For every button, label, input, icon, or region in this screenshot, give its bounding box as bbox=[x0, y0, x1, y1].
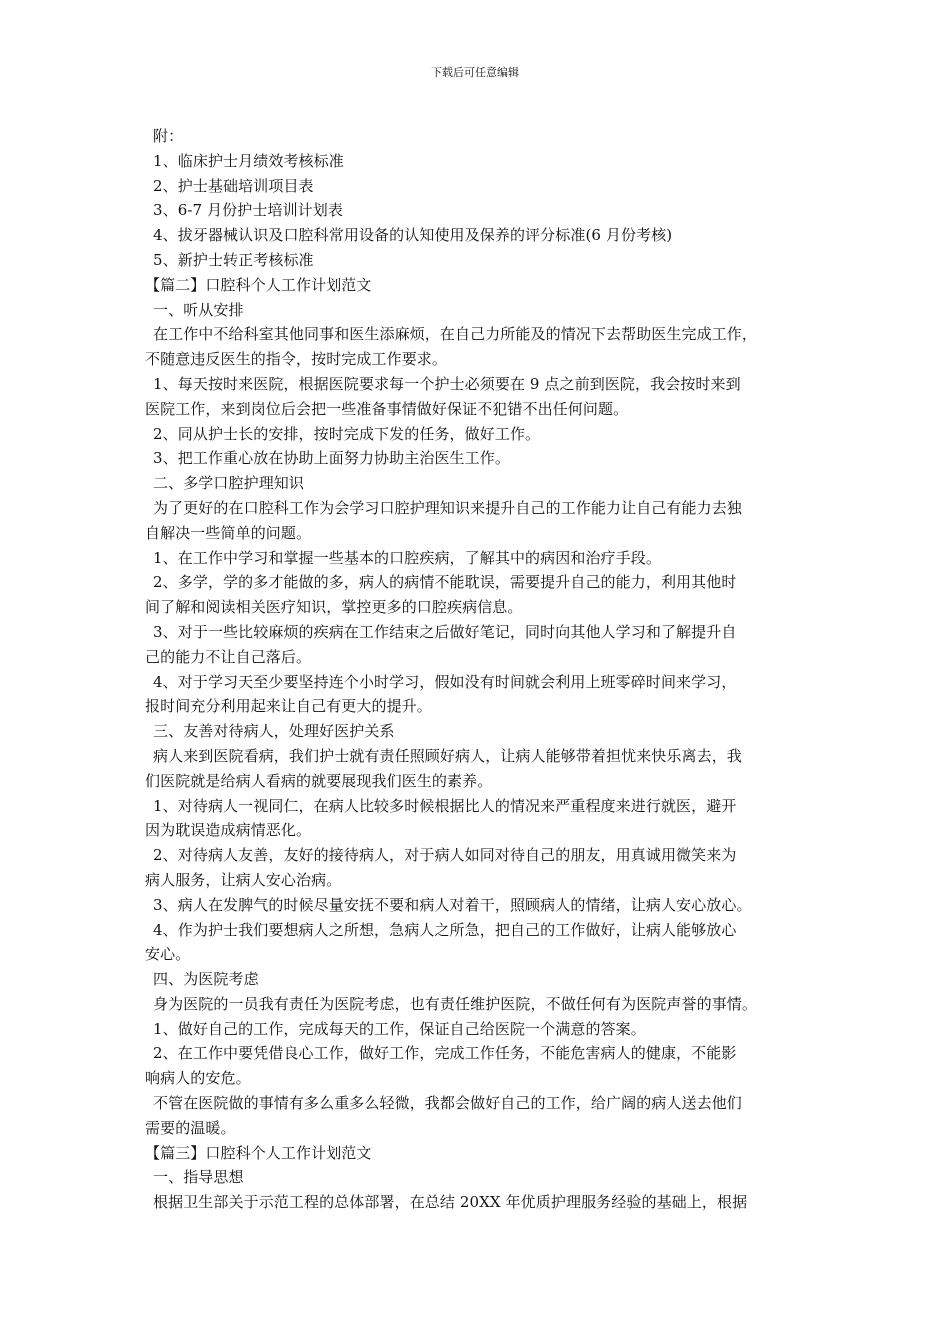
text-line: 4、对于学习天至少要坚持连个小时学习，假如没有时间就会利用上班零碎时间来学习， bbox=[153, 672, 737, 691]
text-line: 己的能力不让自己落后。 bbox=[145, 647, 312, 666]
text-line: 安心。 bbox=[145, 945, 191, 964]
text-line: 3、把工作重心放在协助上面努力协助主治医生工作。 bbox=[153, 449, 510, 468]
text-line: 不随意违反医生的指令，按时完成工作要求。 bbox=[145, 350, 448, 369]
text-line: 一、指导思想 bbox=[153, 1168, 244, 1187]
text-line: 四、为医院考虑 bbox=[153, 970, 259, 989]
text-line: 一、听从安排 bbox=[153, 300, 244, 319]
text-line: 3、病人在发脾气的时候尽量安抚不要和病人对着干，照顾病人的情绪，让病人安心放心。 bbox=[153, 895, 752, 914]
text-line: 1、做好自己的工作，完成每天的工作，保证自己给医院一个满意的答案。 bbox=[153, 1019, 646, 1038]
text-line: 3、6-7 月份护士培训计划表 bbox=[153, 201, 343, 220]
text-line: 4、作为护士我们要想病人之所想，急病人之所急，把自己的工作做好，让病人能够放心 bbox=[153, 920, 737, 939]
text-line: 1、在工作中学习和掌握一些基本的口腔疾病，了解其中的病因和治疗手段。 bbox=[153, 548, 661, 567]
text-line: 附： bbox=[153, 127, 184, 145]
text-line: 1、对待病人一视同仁，在病人比较多时候根据比人的情况来严重程度来进行就医，避开 bbox=[153, 796, 737, 815]
text-line: 报时间充分利用起来让自己有更大的提升。 bbox=[145, 697, 432, 716]
page-header: 下载后可任意编辑 bbox=[431, 66, 519, 79]
text-line: 2、在工作中要凭借良心工作，做好工作，完成工作任务，不能危害病人的健康，不能影 bbox=[153, 1044, 737, 1063]
text-line: 不管在医院做的事情有多么重多么轻微，我都会做好自己的工作，给广阔的病人送去他们 bbox=[153, 1094, 742, 1113]
text-line: 5、新护士转正考核标准 bbox=[153, 250, 314, 269]
text-line: 响病人的安危。 bbox=[145, 1069, 251, 1088]
text-line: 为了更好的在口腔科工作为会学习口腔护理知识来提升自己的工作能力让自己有能力去独 bbox=[153, 498, 742, 517]
text-line: 医院工作，来到岗位后会把一些准备事情做好保证不犯错不出任何问题。 bbox=[145, 399, 629, 418]
document-body bbox=[145, 124, 813, 1215]
text-line: 们医院就是给病人看病的就要展现我们医生的素养。 bbox=[145, 771, 493, 790]
text-line: 自解决一些简单的问题。 bbox=[145, 523, 312, 542]
text-line: 需要的温暖。 bbox=[145, 1118, 236, 1137]
text-line: 2、同从护士长的安排，按时完成下发的任务，做好工作。 bbox=[153, 424, 541, 443]
text-line: 在工作中不给科室其他同事和医生添麻烦，在自己力所能及的情况下去帮助医生完成工作， bbox=[153, 325, 758, 344]
text-line: 病人服务，让病人安心治病。 bbox=[145, 870, 342, 889]
text-line: 因为耽误造成病情恶化。 bbox=[145, 821, 312, 840]
text-line: 根据卫生部关于示范工程的总体部署，在总结 20XX 年优质护理服务经验的基础上，根据 bbox=[153, 1193, 748, 1212]
text-line: 二、多学口腔护理知识 bbox=[153, 474, 305, 493]
text-line: 身为医院的一员我有责任为医院考虑，也有责任维护医院，不做任何有为医院声誉的事情。 bbox=[153, 994, 758, 1013]
text-line: 【篇三】口腔科个人工作计划范文 bbox=[145, 1143, 372, 1162]
text-line: 2、多学，学的多才能做的多，病人的病情不能耽误，需要提升自己的能力，利用其他时 bbox=[153, 573, 737, 592]
text-line: 三、友善对待病人，处理好医护关系 bbox=[153, 722, 395, 741]
text-line: 2、对待病人友善，友好的接待病人，对于病人如同对待自己的朋友，用真诚用微笑来为 bbox=[153, 846, 737, 865]
text-line: 4、拔牙器械认识及口腔科常用设备的认知使用及保养的评分标准(6 月份考核) bbox=[153, 226, 673, 245]
text-line: 1、每天按时来医院，根据医院要求每一个护士必须要在 9 点之前到医院，我会按时来到 bbox=[153, 374, 741, 393]
text-line: 病人来到医院看病，我们护士就有责任照顾好病人，让病人能够带着担忧来快乐离去，我 bbox=[153, 746, 742, 765]
text-line: 3、对于一些比较麻烦的疾病在工作结束之后做好笔记，同时向其他人学习和了解提升自 bbox=[153, 622, 737, 641]
text-line: 【篇二】口腔科个人工作计划范文 bbox=[145, 275, 372, 294]
text-line: 1、临床护士月绩效考核标准 bbox=[153, 151, 344, 170]
text-line: 2、护士基础培训项目表 bbox=[153, 176, 314, 195]
text-line: 间了解和阅读相关医疗知识，掌控更多的口腔疾病信息。 bbox=[145, 598, 523, 617]
